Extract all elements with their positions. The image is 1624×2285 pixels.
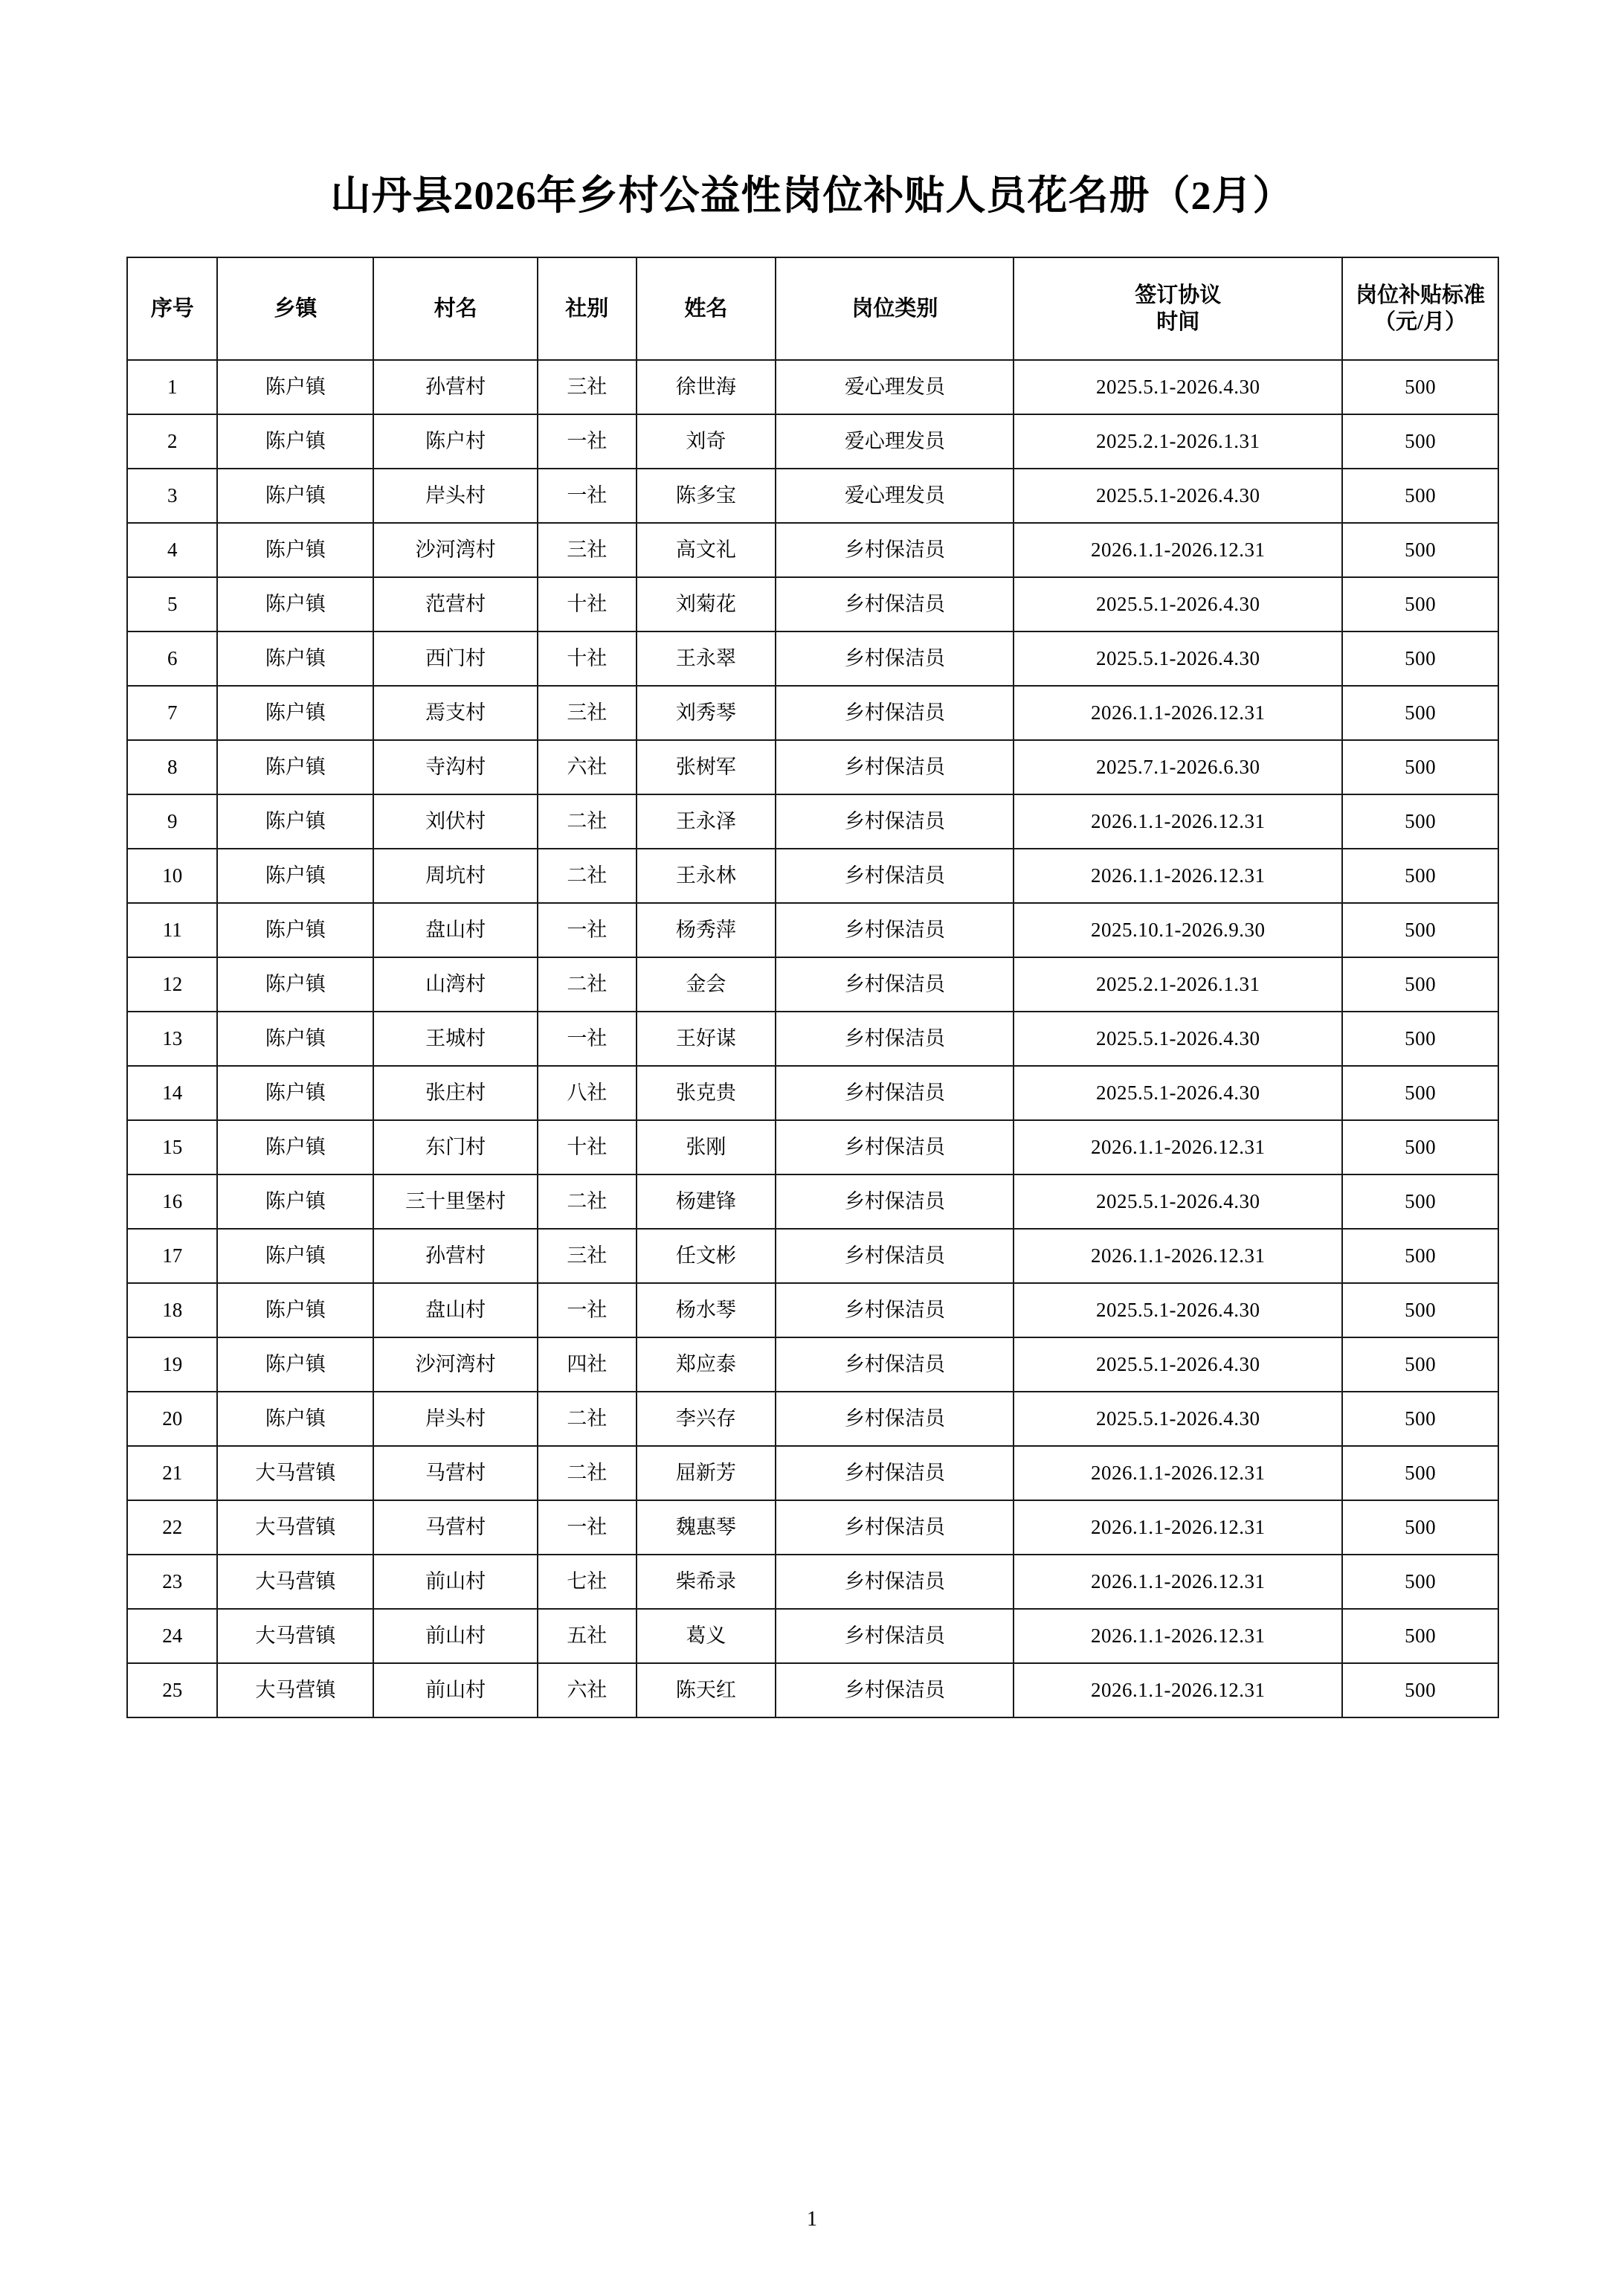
cell-subsidy: 500 [1342, 1500, 1498, 1555]
cell-name: 高文礼 [637, 523, 776, 577]
table-row [127, 360, 1498, 414]
cell-name: 刘秀琴 [637, 686, 776, 740]
cell-name: 金会 [637, 957, 776, 1012]
cell-village: 孙营村 [373, 1229, 538, 1283]
cell-village: 盘山村 [373, 1283, 538, 1337]
cell-village: 前山村 [373, 1663, 538, 1717]
cell-seq: 6 [127, 631, 217, 686]
cell-agreement-time: 2026.1.1-2026.12.31 [1014, 686, 1342, 740]
cell-agreement-time: 2025.5.1-2026.4.30 [1014, 1283, 1342, 1337]
cell-subsidy: 500 [1342, 957, 1498, 1012]
cell-group: 二社 [538, 849, 637, 903]
cell-town: 大马营镇 [217, 1663, 373, 1717]
cell-village: 沙河湾村 [373, 523, 538, 577]
cell-group: 三社 [538, 360, 637, 414]
cell-job-type: 爱心理发员 [776, 414, 1014, 469]
cell-town: 陈户镇 [217, 1174, 373, 1229]
cell-village: 焉支村 [373, 686, 538, 740]
cell-name: 柴希录 [637, 1555, 776, 1609]
cell-job-type: 乡村保洁员 [776, 740, 1014, 794]
cell-name: 杨水琴 [637, 1283, 776, 1337]
cell-agreement-time: 2026.1.1-2026.12.31 [1014, 1446, 1342, 1500]
column-header-town: 乡镇 [217, 257, 373, 360]
cell-agreement-time: 2025.5.1-2026.4.30 [1014, 577, 1342, 631]
cell-village: 前山村 [373, 1609, 538, 1663]
column-header-job-type: 岗位类别 [776, 257, 1014, 360]
cell-seq: 13 [127, 1012, 217, 1066]
cell-job-type: 乡村保洁员 [776, 1337, 1014, 1392]
cell-subsidy: 500 [1342, 740, 1498, 794]
cell-village: 西门村 [373, 631, 538, 686]
cell-name: 徐世海 [637, 360, 776, 414]
cell-seq: 4 [127, 523, 217, 577]
cell-name: 王好谋 [637, 1012, 776, 1066]
cell-seq: 8 [127, 740, 217, 794]
cell-agreement-time: 2026.1.1-2026.12.31 [1014, 794, 1342, 849]
cell-town: 陈户镇 [217, 523, 373, 577]
cell-group: 一社 [538, 414, 637, 469]
cell-subsidy: 500 [1342, 1066, 1498, 1120]
cell-job-type: 乡村保洁员 [776, 1174, 1014, 1229]
cell-agreement-time: 2025.7.1-2026.6.30 [1014, 740, 1342, 794]
cell-village: 王城村 [373, 1012, 538, 1066]
agreement-time-line1: 签订协议 [1135, 283, 1222, 307]
cell-agreement-time: 2026.1.1-2026.12.31 [1014, 849, 1342, 903]
cell-town: 陈户镇 [217, 469, 373, 523]
cell-seq: 9 [127, 794, 217, 849]
cell-village: 岸头村 [373, 469, 538, 523]
column-header-village: 村名 [373, 257, 538, 360]
table-row [127, 1012, 1498, 1066]
cell-village: 寺沟村 [373, 740, 538, 794]
table-row [127, 957, 1498, 1012]
cell-name: 任文彬 [637, 1229, 776, 1283]
agreement-time-line2: 时间 [1156, 310, 1200, 334]
cell-seq: 3 [127, 469, 217, 523]
cell-seq: 15 [127, 1120, 217, 1174]
cell-subsidy: 500 [1342, 1663, 1498, 1717]
cell-name: 刘奇 [637, 414, 776, 469]
cell-job-type: 乡村保洁员 [776, 1446, 1014, 1500]
cell-town: 大马营镇 [217, 1446, 373, 1500]
cell-job-type: 爱心理发员 [776, 360, 1014, 414]
cell-group: 五社 [538, 1609, 637, 1663]
table-row [127, 1609, 1498, 1663]
table-row [127, 1555, 1498, 1609]
cell-job-type: 乡村保洁员 [776, 523, 1014, 577]
table-row [127, 414, 1498, 469]
cell-village: 张庄村 [373, 1066, 538, 1120]
cell-town: 陈户镇 [217, 1337, 373, 1392]
cell-group: 七社 [538, 1555, 637, 1609]
roster-table [126, 257, 1499, 1718]
cell-job-type: 乡村保洁员 [776, 1120, 1014, 1174]
cell-agreement-time: 2025.5.1-2026.4.30 [1014, 1392, 1342, 1446]
cell-seq: 7 [127, 686, 217, 740]
cell-subsidy: 500 [1342, 360, 1498, 414]
cell-village: 山湾村 [373, 957, 538, 1012]
table-body [127, 360, 1498, 1717]
table-row [127, 1663, 1498, 1717]
cell-group: 二社 [538, 1392, 637, 1446]
cell-town: 陈户镇 [217, 1392, 373, 1446]
cell-village: 马营村 [373, 1500, 538, 1555]
cell-agreement-time: 2025.5.1-2026.4.30 [1014, 1012, 1342, 1066]
cell-agreement-time: 2025.5.1-2026.4.30 [1014, 1174, 1342, 1229]
cell-job-type: 乡村保洁员 [776, 1229, 1014, 1283]
cell-name: 葛义 [637, 1609, 776, 1663]
cell-village: 周坑村 [373, 849, 538, 903]
table-row [127, 523, 1498, 577]
cell-job-type: 乡村保洁员 [776, 1066, 1014, 1120]
cell-group: 二社 [538, 794, 637, 849]
cell-town: 陈户镇 [217, 631, 373, 686]
table-row [127, 1283, 1498, 1337]
cell-town: 大马营镇 [217, 1609, 373, 1663]
cell-village: 三十里堡村 [373, 1174, 538, 1229]
table-header [127, 257, 1498, 360]
cell-town: 陈户镇 [217, 1120, 373, 1174]
cell-name: 魏惠琴 [637, 1500, 776, 1555]
cell-group: 一社 [538, 1500, 637, 1555]
cell-job-type: 乡村保洁员 [776, 849, 1014, 903]
table-row [127, 903, 1498, 957]
cell-group: 一社 [538, 1283, 637, 1337]
cell-seq: 16 [127, 1174, 217, 1229]
cell-subsidy: 500 [1342, 577, 1498, 631]
column-header-name: 姓名 [637, 257, 776, 360]
cell-name: 张树军 [637, 740, 776, 794]
cell-town: 陈户镇 [217, 577, 373, 631]
cell-subsidy: 500 [1342, 1392, 1498, 1446]
cell-agreement-time: 2026.1.1-2026.12.31 [1014, 1229, 1342, 1283]
cell-village: 沙河湾村 [373, 1337, 538, 1392]
table-row [127, 469, 1498, 523]
cell-group: 三社 [538, 686, 637, 740]
cell-seq: 11 [127, 903, 217, 957]
table-row [127, 1392, 1498, 1446]
cell-job-type: 爱心理发员 [776, 469, 1014, 523]
page-title: 山丹县2026年乡村公益性岗位补贴人员花名册（2月） [330, 173, 1294, 218]
table-row [127, 1229, 1498, 1283]
cell-group: 八社 [538, 1066, 637, 1120]
cell-seq: 21 [127, 1446, 217, 1500]
cell-subsidy: 500 [1342, 1283, 1498, 1337]
table-header-row [127, 257, 1498, 360]
cell-subsidy: 500 [1342, 1174, 1498, 1229]
cell-agreement-time: 2025.5.1-2026.4.30 [1014, 1066, 1342, 1120]
cell-name: 陈多宝 [637, 469, 776, 523]
cell-job-type: 乡村保洁员 [776, 686, 1014, 740]
cell-agreement-time: 2026.1.1-2026.12.31 [1014, 1120, 1342, 1174]
cell-village: 东门村 [373, 1120, 538, 1174]
cell-agreement-time: 2025.5.1-2026.4.30 [1014, 360, 1342, 414]
cell-group: 十社 [538, 577, 637, 631]
table-row [127, 1337, 1498, 1392]
cell-seq: 12 [127, 957, 217, 1012]
cell-job-type: 乡村保洁员 [776, 957, 1014, 1012]
cell-group: 十社 [538, 1120, 637, 1174]
cell-subsidy: 500 [1342, 1012, 1498, 1066]
cell-subsidy: 500 [1342, 1446, 1498, 1500]
cell-seq: 25 [127, 1663, 217, 1717]
cell-subsidy: 500 [1342, 1555, 1498, 1609]
cell-subsidy: 500 [1342, 414, 1498, 469]
cell-group: 六社 [538, 740, 637, 794]
cell-group: 十社 [538, 631, 637, 686]
cell-job-type: 乡村保洁员 [776, 577, 1014, 631]
cell-group: 二社 [538, 1174, 637, 1229]
cell-seq: 2 [127, 414, 217, 469]
cell-group: 一社 [538, 469, 637, 523]
cell-town: 陈户镇 [217, 686, 373, 740]
cell-name: 张刚 [637, 1120, 776, 1174]
table-row [127, 1500, 1498, 1555]
column-header-agreement-time [1014, 257, 1342, 360]
cell-town: 陈户镇 [217, 360, 373, 414]
cell-job-type: 乡村保洁员 [776, 1663, 1014, 1717]
cell-seq: 18 [127, 1283, 217, 1337]
cell-town: 大马营镇 [217, 1500, 373, 1555]
cell-agreement-time: 2026.1.1-2026.12.31 [1014, 1555, 1342, 1609]
table-row [127, 740, 1498, 794]
cell-seq: 17 [127, 1229, 217, 1283]
cell-name: 张克贵 [637, 1066, 776, 1120]
cell-village: 刘伏村 [373, 794, 538, 849]
cell-town: 陈户镇 [217, 849, 373, 903]
cell-village: 马营村 [373, 1446, 538, 1500]
cell-name: 李兴存 [637, 1392, 776, 1446]
cell-subsidy: 500 [1342, 903, 1498, 957]
cell-job-type: 乡村保洁员 [776, 1283, 1014, 1337]
cell-seq: 23 [127, 1555, 217, 1609]
cell-group: 一社 [538, 903, 637, 957]
cell-seq: 1 [127, 360, 217, 414]
cell-town: 陈户镇 [217, 1229, 373, 1283]
cell-town: 陈户镇 [217, 740, 373, 794]
cell-name: 屈新芳 [637, 1446, 776, 1500]
cell-town: 陈户镇 [217, 903, 373, 957]
cell-job-type: 乡村保洁员 [776, 1500, 1014, 1555]
cell-town: 陈户镇 [217, 1012, 373, 1066]
cell-seq: 10 [127, 849, 217, 903]
page-number: 1 [807, 2208, 817, 2231]
cell-subsidy: 500 [1342, 849, 1498, 903]
cell-agreement-time: 2025.10.1-2026.9.30 [1014, 903, 1342, 957]
cell-group: 六社 [538, 1663, 637, 1717]
cell-name: 王永翠 [637, 631, 776, 686]
cell-name: 杨秀萍 [637, 903, 776, 957]
cell-town: 陈户镇 [217, 1066, 373, 1120]
cell-seq: 24 [127, 1609, 217, 1663]
cell-town: 陈户镇 [217, 414, 373, 469]
cell-job-type: 乡村保洁员 [776, 903, 1014, 957]
cell-agreement-time: 2025.5.1-2026.4.30 [1014, 1337, 1342, 1392]
column-header-subsidy: 岗位补贴标准（元/月） [1342, 257, 1498, 360]
cell-subsidy: 500 [1342, 686, 1498, 740]
cell-group: 一社 [538, 1012, 637, 1066]
cell-group: 二社 [538, 1446, 637, 1500]
cell-agreement-time: 2026.1.1-2026.12.31 [1014, 1500, 1342, 1555]
cell-subsidy: 500 [1342, 1609, 1498, 1663]
cell-seq: 14 [127, 1066, 217, 1120]
cell-name: 王永泽 [637, 794, 776, 849]
cell-subsidy: 500 [1342, 794, 1498, 849]
cell-job-type: 乡村保洁员 [776, 1555, 1014, 1609]
table-row [127, 1174, 1498, 1229]
cell-group: 四社 [538, 1337, 637, 1392]
cell-seq: 5 [127, 577, 217, 631]
table-row [127, 686, 1498, 740]
cell-subsidy: 500 [1342, 1120, 1498, 1174]
cell-agreement-time: 2026.1.1-2026.12.31 [1014, 1609, 1342, 1663]
cell-agreement-time: 2025.2.1-2026.1.31 [1014, 414, 1342, 469]
cell-village: 岸头村 [373, 1392, 538, 1446]
table-row [127, 849, 1498, 903]
cell-name: 郑应泰 [637, 1337, 776, 1392]
cell-job-type: 乡村保洁员 [776, 1609, 1014, 1663]
table-row [127, 1066, 1498, 1120]
cell-subsidy: 500 [1342, 1229, 1498, 1283]
cell-agreement-time: 2025.5.1-2026.4.30 [1014, 469, 1342, 523]
cell-subsidy: 500 [1342, 631, 1498, 686]
cell-subsidy: 500 [1342, 469, 1498, 523]
cell-job-type: 乡村保洁员 [776, 631, 1014, 686]
cell-agreement-time: 2025.5.1-2026.4.30 [1014, 631, 1342, 686]
cell-name: 杨建锋 [637, 1174, 776, 1229]
cell-town: 陈户镇 [217, 957, 373, 1012]
cell-group: 三社 [538, 523, 637, 577]
cell-name: 刘菊花 [637, 577, 776, 631]
cell-seq: 20 [127, 1392, 217, 1446]
cell-job-type: 乡村保洁员 [776, 1392, 1014, 1446]
cell-group: 二社 [538, 957, 637, 1012]
cell-group: 三社 [538, 1229, 637, 1283]
cell-village: 前山村 [373, 1555, 538, 1609]
table-row [127, 1120, 1498, 1174]
cell-name: 王永林 [637, 849, 776, 903]
cell-village: 盘山村 [373, 903, 538, 957]
cell-agreement-time: 2025.2.1-2026.1.31 [1014, 957, 1342, 1012]
cell-town: 陈户镇 [217, 1283, 373, 1337]
cell-agreement-time: 2026.1.1-2026.12.31 [1014, 1663, 1342, 1717]
cell-town: 大马营镇 [217, 1555, 373, 1609]
column-header-seq: 序号 [127, 257, 217, 360]
cell-agreement-time: 2026.1.1-2026.12.31 [1014, 523, 1342, 577]
column-header-group: 社别 [538, 257, 637, 360]
cell-subsidy: 500 [1342, 523, 1498, 577]
cell-seq: 22 [127, 1500, 217, 1555]
cell-seq: 19 [127, 1337, 217, 1392]
cell-town: 陈户镇 [217, 794, 373, 849]
cell-name: 陈天红 [637, 1663, 776, 1717]
table-row [127, 1446, 1498, 1500]
table-row [127, 577, 1498, 631]
cell-village: 范营村 [373, 577, 538, 631]
cell-village: 孙营村 [373, 360, 538, 414]
table-row [127, 631, 1498, 686]
cell-subsidy: 500 [1342, 1337, 1498, 1392]
cell-job-type: 乡村保洁员 [776, 794, 1014, 849]
table-row [127, 794, 1498, 849]
cell-job-type: 乡村保洁员 [776, 1012, 1014, 1066]
cell-village: 陈户村 [373, 414, 538, 469]
